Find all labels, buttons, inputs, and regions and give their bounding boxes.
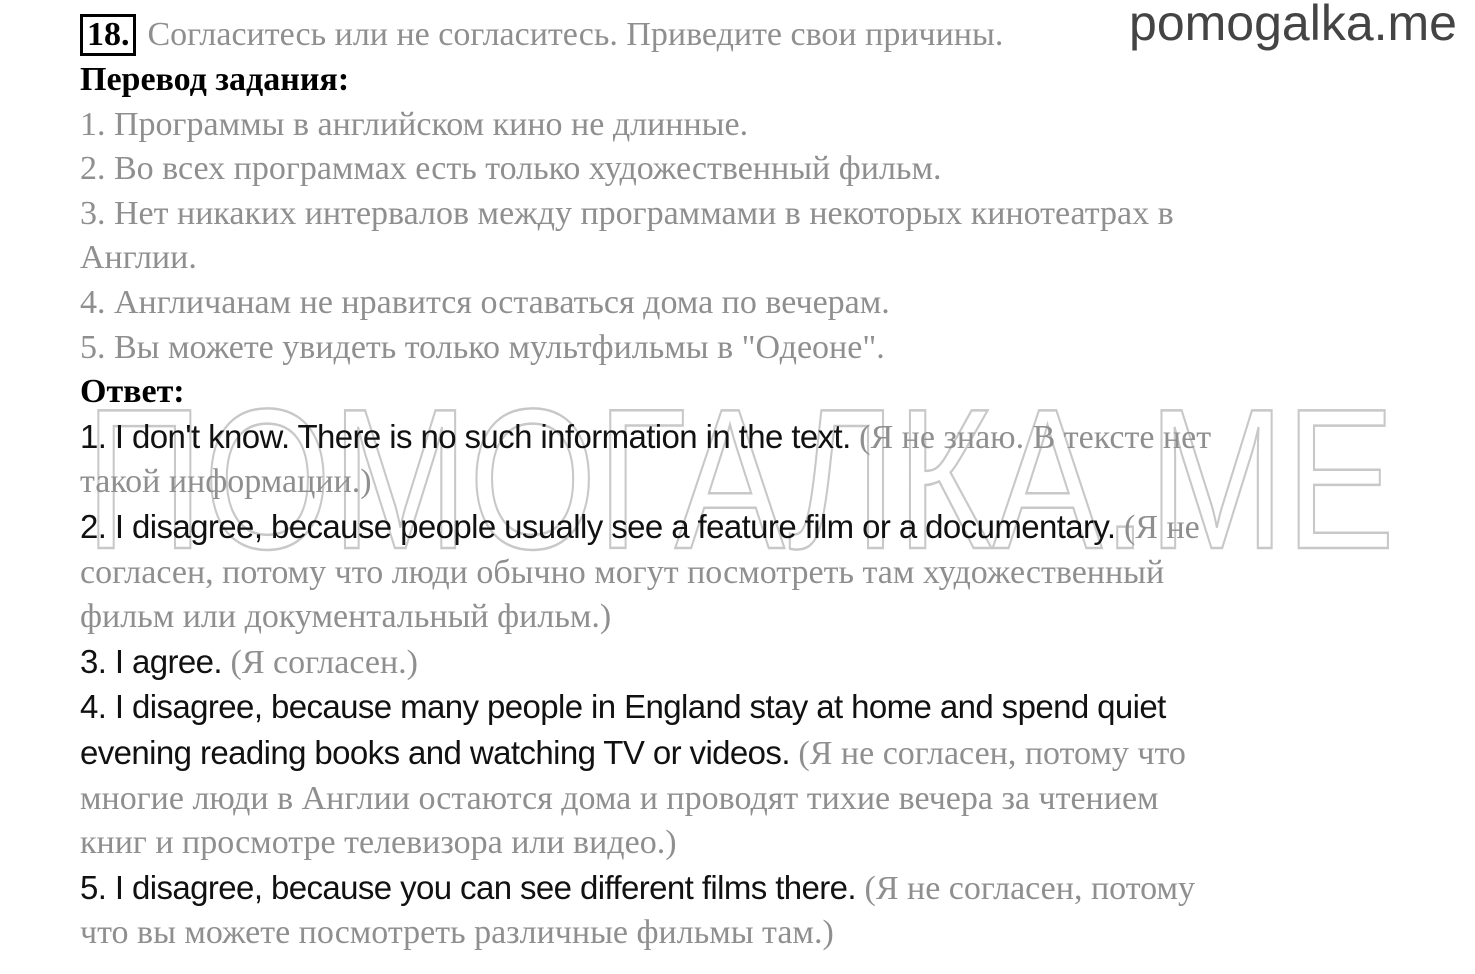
answer-english: 2. I disagree, because people usually see a feature film or a documentary. xyxy=(80,507,1116,545)
translation-list xyxy=(80,103,1440,371)
answer-line xyxy=(80,685,1440,731)
answer-line xyxy=(80,415,1440,461)
answer-line xyxy=(80,731,1440,777)
task-number-box: 18. xyxy=(80,14,136,56)
answer-russian: (Я согласен.) xyxy=(222,643,418,681)
answer-russian-continued: книг и просмотре телевизора или видео.) xyxy=(80,824,677,862)
translation-line: 5. Вы можете увидеть только мультфильмы в "Одеоне". xyxy=(80,328,885,366)
answer-russian: (Я не xyxy=(1115,508,1200,546)
answer-russian: (Я не согласен, потому xyxy=(856,869,1195,907)
answer-russian-continued: что вы можете посмотреть различные фильмы там.) xyxy=(80,914,834,952)
site-watermark-logo: pomogalka.me xyxy=(1129,0,1457,51)
answer-line xyxy=(80,640,1440,686)
task-instruction: Согласитесь или не согласитесь. Приведите свои причины. xyxy=(147,15,1004,53)
translation-line: 3. Нет никаких интервалов между программами в некоторых кинотеатрах в xyxy=(80,194,1174,232)
answer-english: evening reading books and watching TV or videos. xyxy=(80,733,790,771)
answer-english: 5. I disagree, because you can see different films there. xyxy=(80,868,856,906)
answer-line xyxy=(80,505,1440,551)
translation-heading: Перевод задания: xyxy=(80,61,350,98)
answer-english: 4. I disagree, because many people in England stay at home and spend quiet xyxy=(80,688,1166,726)
translation-line: 4. Англичанам не нравится оставаться дома по вечерам. xyxy=(80,283,890,321)
task-title-line xyxy=(80,12,1440,58)
answer-russian-continued: согласен, потому что люди обычно могут посмотреть там художественный xyxy=(80,553,1165,591)
watermark-text: ПОМОГАЛКА.МЕ xyxy=(85,398,1395,568)
answer-russian-continued: многие люди в Англии остаются дома и проводят тихие вечера за чтением xyxy=(80,779,1159,817)
answer-russian-continued: фильм или документальный фильм.) xyxy=(80,598,612,636)
translation-line: 1. Программы в английском кино не длинные. xyxy=(80,105,749,143)
answer-russian-continued: такой информации.) xyxy=(80,463,372,501)
translation-line: 2. Во всех программах есть только художественный фильм. xyxy=(80,150,942,188)
answer-list xyxy=(80,415,1440,956)
answer-russian: (Я не знаю. В тексте нет xyxy=(850,418,1212,456)
document-page xyxy=(80,12,1440,956)
translation-line: Англии. xyxy=(80,239,197,277)
answer-line xyxy=(80,866,1440,912)
answer-english: 3. I agree. xyxy=(80,642,222,680)
answer-russian: (Я не согласен, потому что xyxy=(789,734,1186,772)
answer-english: 1. I don't know. There is no such information in the text. xyxy=(80,417,851,455)
answer-heading: Ответ: xyxy=(80,373,185,411)
